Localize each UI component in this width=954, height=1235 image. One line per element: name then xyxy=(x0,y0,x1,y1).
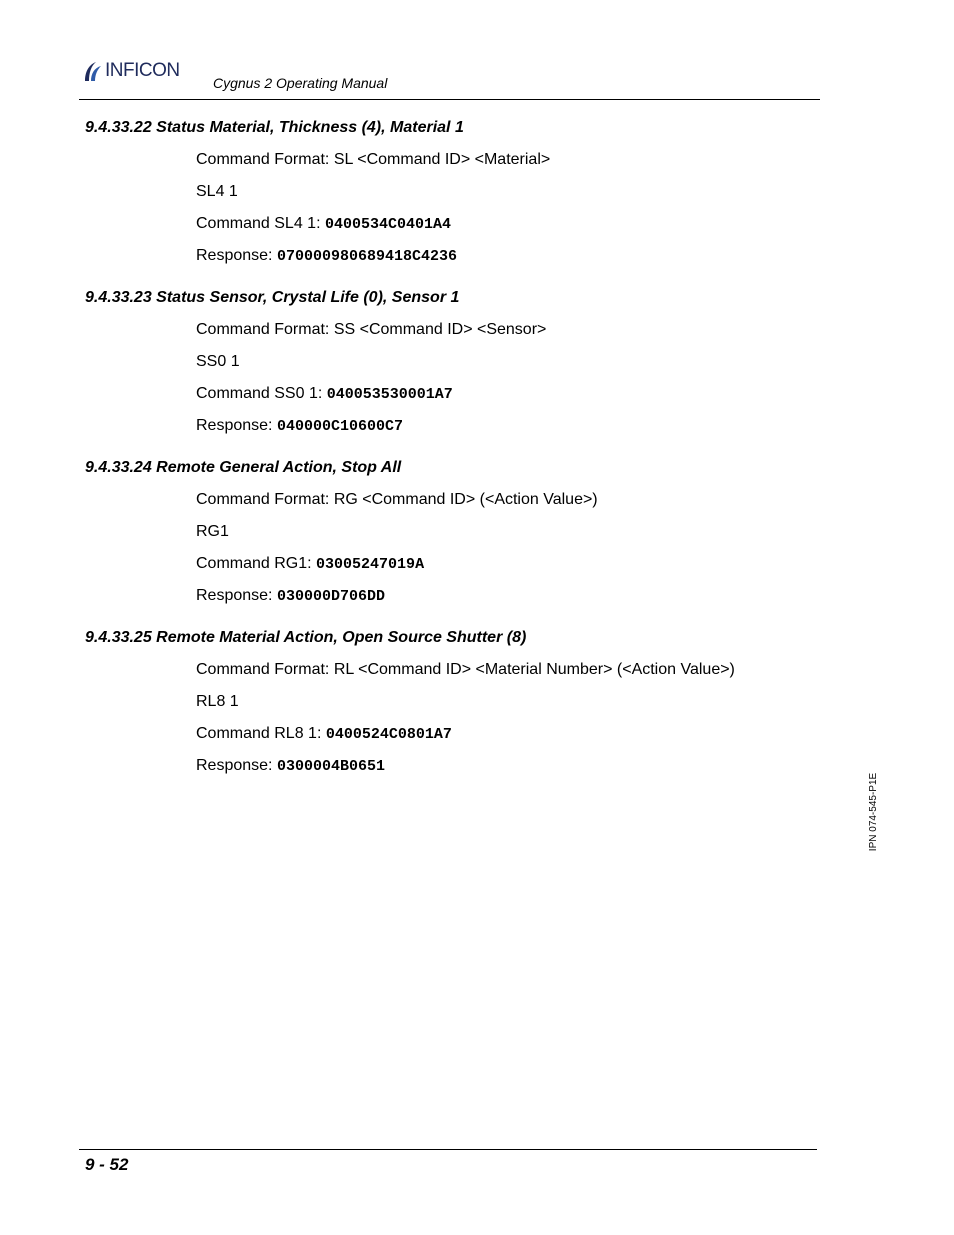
response-code: 0300004B0651 xyxy=(276,758,385,775)
command-format: Command Format: RG <Command ID> (<Action Value>) xyxy=(196,491,598,508)
command-label: Command RL8 1: xyxy=(196,725,326,742)
document-title: Cygnus 2 Operating Manual xyxy=(213,75,388,91)
page-number: 9 - 52 xyxy=(85,1155,129,1174)
logo-text: INFICON xyxy=(105,60,180,81)
command-code: 0400524C0801A7 xyxy=(325,726,452,743)
command-example: SS0 1 xyxy=(196,353,240,370)
command-format: Command Format: SS <Command ID> <Sensor> xyxy=(196,321,547,338)
command-example: SL4 1 xyxy=(196,183,238,200)
command-format: Command Format: SL <Command ID> <Material> xyxy=(196,151,551,168)
response-label: Response: xyxy=(196,417,277,434)
response-code: 030000D706DD xyxy=(276,588,385,605)
command-label: Command RG1: xyxy=(196,555,317,572)
section-heading: 9.4.33.22 Status Material, Thickness (4), Material 1 xyxy=(85,119,464,136)
section-heading: 9.4.33.25 Remote Material Action, Open Source Shutter (8) xyxy=(85,629,527,646)
command-format: Command Format: RL <Command ID> <Material Number> (<Action Value>) xyxy=(196,661,735,678)
header-rule xyxy=(79,99,820,100)
footer-rule xyxy=(79,1149,817,1150)
command-label: Command SS0 1: xyxy=(196,385,327,402)
response-code: 040000C10600C7 xyxy=(276,418,403,435)
command-example: RG1 xyxy=(196,523,229,540)
command-code: 0400534C0401A4 xyxy=(324,216,451,233)
response-line xyxy=(196,586,385,607)
response-label: Response: xyxy=(196,757,277,774)
response-line xyxy=(196,246,457,267)
command-line xyxy=(196,554,424,575)
command-example: RL8 1 xyxy=(196,693,239,710)
response-label: Response: xyxy=(196,247,277,264)
command-code: 03005247019A xyxy=(316,556,425,573)
inficon-logo-icon xyxy=(82,59,104,83)
inficon-logo xyxy=(82,59,180,83)
section-heading: 9.4.33.23 Status Sensor, Crystal Life (0), Sensor 1 xyxy=(85,289,460,306)
command-label: Command SL4 1: xyxy=(196,215,325,232)
document-part-number: IPN 074-545-P1E xyxy=(868,772,879,852)
command-line xyxy=(196,214,451,235)
response-line xyxy=(196,756,385,777)
command-line xyxy=(196,384,453,405)
response-label: Response: xyxy=(196,587,277,604)
command-line xyxy=(196,724,452,745)
section-heading: 9.4.33.24 Remote General Action, Stop All xyxy=(85,459,402,476)
response-code: 070000980689418C4236 xyxy=(276,248,457,265)
response-line xyxy=(196,416,403,437)
command-code: 040053530001A7 xyxy=(326,386,453,403)
